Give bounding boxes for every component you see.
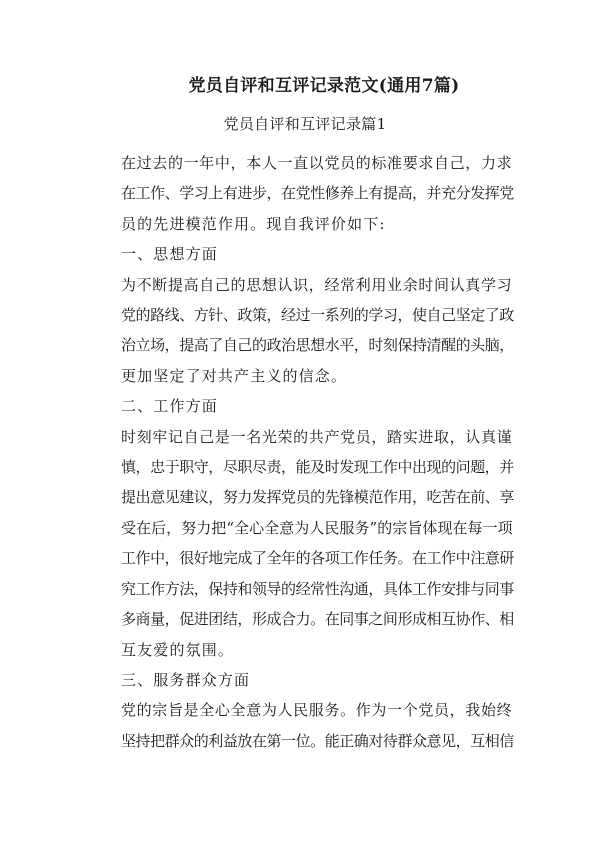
paragraph-line: 时刻牢记自己是一名光荣的共产党员，踏实进取，认真谨 (121, 427, 513, 446)
paragraph-line: 慎，忠于职守，尽职尽责，能及时发现工作中出现的问题，并 (121, 458, 514, 477)
document-subtitle: 党员自评和互评记录篇1 (223, 115, 387, 133)
paragraph-line: 在过去的一年中，本人一直以党员的标准要求自己，力求 (121, 154, 513, 172)
paragraph-line: 受在后，努力把“全心全意为人民服务”的宗旨体现在每一项 (121, 518, 513, 537)
paragraph-line: 多商量，促进团结，形成合力。在同事之间形成相互协作、相 (121, 610, 514, 629)
paragraph-line: 党的宗旨是全心全意为人民服务。作为一个党员，我始终 (121, 701, 513, 720)
section-heading: 一、思想方面 (121, 245, 218, 264)
document-title: 党员自评和互评记录范文(通用7篇) (188, 76, 460, 96)
paragraph-line: 员的先进模范作用。现自我评价如下: (121, 214, 386, 233)
body-paragraph (91, 270, 514, 392)
paragraph-line: 互友爱的氛围。 (121, 640, 235, 659)
paragraph-line: 究工作方法，保持和领导的经常性沟通，具体工作安排与同事 (121, 579, 514, 598)
paragraph-line: 在工作、学习上有进步，在党性修养上有提高，并充分发挥党 (121, 184, 514, 203)
body-paragraph (91, 148, 514, 239)
paragraph-line: 坚持把群众的利益放在第一位。能正确对待群众意见，互相信 (121, 731, 514, 750)
paragraph-line: 为不断提高自己的思想认识，经常利用业余时间认真学习 (121, 275, 513, 294)
paragraph-line: 提出意见建议，努力发挥党员的先锋模范作用，吃苦在前、享 (121, 488, 514, 507)
body-paragraph (91, 422, 514, 665)
paragraph-line: 工作中，很好地完成了全年的各项工作任务。在工作中注意研 (121, 549, 514, 568)
paragraph-line: 治立场，提高了自己的政治思想水平，时刻保持清醒的头脑， (121, 336, 514, 355)
section-heading: 二、工作方面 (121, 397, 218, 416)
paragraph-line: 党的路线、方针、政策，经过一系列的学习，使自己坚定了政 (121, 306, 514, 325)
section-heading: 三、服务群众方面 (121, 670, 251, 689)
body-paragraph (91, 695, 514, 756)
paragraph-line: 更加坚定了对共产主义的信念。 (121, 366, 348, 385)
document-body (91, 148, 514, 756)
